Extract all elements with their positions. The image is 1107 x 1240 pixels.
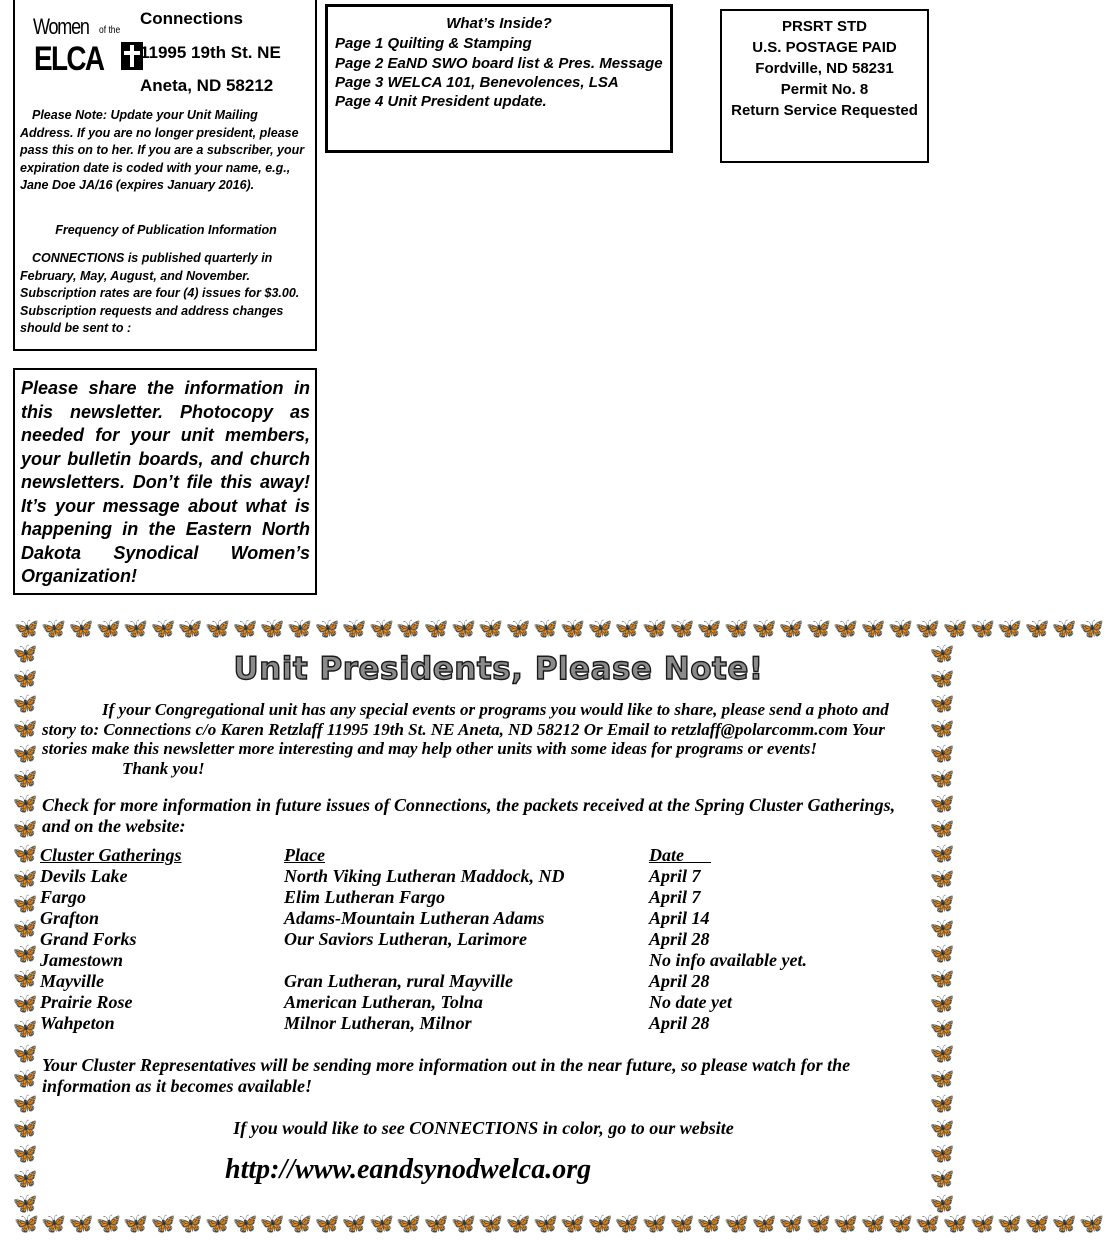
butterfly-icon: 🦋 (232, 618, 260, 640)
butterfly-icon: 🦋 (669, 618, 697, 640)
butterfly-icon: 🦋 (1079, 618, 1107, 640)
cell-cluster: Wahpeton (40, 1013, 115, 1033)
cell-date: No date yet (649, 992, 732, 1012)
table-header-row (40, 845, 849, 866)
butterfly-icon: 🦋 (778, 618, 807, 640)
check-more-paragraph: Check for more information in future issues of Connections, the packets received at the Spring Cluster Gatherings, and on the website: (42, 795, 896, 836)
butterfly-icon: 🦋 (95, 618, 124, 640)
contents-item: Page 2 EaND SWO board list & Pres. Message (335, 55, 663, 72)
butterfly-icon: 🦋 (642, 1213, 670, 1235)
butterfly-icon: 🦋 (929, 1068, 955, 1090)
whats-inside-title: What’s Inside? (446, 15, 552, 32)
butterfly-icon: 🦋 (1051, 1213, 1080, 1235)
cell-cluster: Jamestown (40, 950, 124, 970)
butterfly-icon: 🦋 (929, 943, 955, 965)
butterfly-icon: 🦋 (205, 1213, 233, 1235)
butterfly-icon: 🦋 (587, 618, 615, 640)
butterfly-icon: 🦋 (451, 618, 479, 640)
butterfly-icon: 🦋 (778, 1213, 807, 1235)
postage-line: Return Service Requested (731, 102, 918, 119)
butterfly-icon: 🦋 (696, 618, 725, 640)
butterfly-icon: 🦋 (888, 618, 916, 640)
butterfly-icon: 🦋 (68, 1213, 96, 1235)
table-row (40, 1013, 849, 1034)
butterfly-icon: 🦋 (12, 818, 38, 840)
butterfly-icon: 🦋 (12, 943, 38, 965)
butterfly-icon: 🦋 (505, 618, 533, 640)
butterfly-icon: 🦋 (929, 1193, 955, 1215)
intro-paragraph (42, 700, 925, 778)
butterfly-icon: 🦋 (12, 768, 38, 790)
butterfly-icon: 🦋 (12, 968, 38, 990)
butterfly-icon: 🦋 (123, 618, 151, 640)
butterfly-icon: 🦋 (860, 1213, 888, 1235)
butterfly-border-top (14, 619, 1107, 639)
butterfly-icon: 🦋 (12, 1143, 38, 1165)
butterfly-icon: 🦋 (41, 618, 69, 640)
col-header-date: Date (649, 845, 684, 865)
butterfly-icon: 🦋 (12, 1093, 38, 1115)
butterfly-icon: 🦋 (532, 618, 561, 640)
butterfly-icon: 🦋 (833, 618, 861, 640)
publication-name: Connections (140, 9, 243, 28)
butterfly-icon: 🦋 (929, 1168, 955, 1190)
butterfly-icon: 🦋 (287, 618, 315, 640)
address-street: 11995 19th St. NE (140, 43, 281, 62)
butterfly-icon: 🦋 (724, 1213, 752, 1235)
cell-place: Adams-Mountain Lutheran Adams (284, 908, 545, 928)
website-link[interactable]: http://www.eandsynodwelca.org (225, 1154, 592, 1185)
contents-item: Page 1 Quilting & Stamping (335, 35, 532, 52)
cell-place (284, 950, 649, 971)
butterfly-icon: 🦋 (150, 1213, 178, 1235)
cell-place: Milnor Lutheran, Milnor (284, 1013, 472, 1033)
butterfly-icon: 🦋 (341, 618, 370, 640)
butterfly-icon: 🦋 (14, 1213, 42, 1235)
butterfly-icon: 🦋 (929, 768, 955, 790)
butterfly-icon: 🦋 (205, 618, 233, 640)
women-of-elca-logo: Women of the ELCA (29, 12, 145, 78)
cell-place: Elim Lutheran Fargo (284, 887, 446, 907)
postage-line: U.S. POSTAGE PAID (752, 39, 897, 56)
cell-cluster: Prairie Rose (40, 992, 133, 1012)
butterfly-icon: 🦋 (614, 618, 643, 640)
butterfly-icon: 🦋 (123, 1213, 151, 1235)
butterfly-icon: 🦋 (314, 618, 342, 640)
butterfly-icon: 🦋 (68, 618, 96, 640)
butterfly-icon: 🦋 (451, 1213, 479, 1235)
butterfly-icon: 🦋 (12, 743, 38, 765)
butterfly-icon: 🦋 (560, 1213, 588, 1235)
butterfly-icon: 🦋 (14, 618, 42, 640)
butterfly-icon: 🦋 (751, 1213, 779, 1235)
butterfly-icon: 🦋 (12, 1043, 38, 1065)
cell-date: April 28 (649, 971, 710, 991)
butterfly-icon: 🦋 (314, 1213, 342, 1235)
butterfly-icon: 🦋 (696, 1213, 725, 1235)
butterfly-icon: 🦋 (669, 1213, 697, 1235)
butterfly-icon: 🦋 (177, 618, 206, 640)
butterfly-icon: 🦋 (12, 993, 38, 1015)
notice-title: Unit Presidents, Please Note! (233, 651, 764, 687)
butterfly-icon: 🦋 (12, 1193, 38, 1215)
butterfly-icon: 🦋 (929, 893, 955, 915)
cell-date: No info available yet. (649, 950, 807, 970)
butterfly-icon: 🦋 (396, 1213, 424, 1235)
butterfly-icon: 🦋 (642, 618, 670, 640)
butterfly-icon: 🦋 (929, 1143, 955, 1165)
butterfly-icon: 🦋 (287, 1213, 315, 1235)
mailing-info-box (13, 0, 317, 351)
cell-date: April 7 (649, 866, 701, 886)
butterfly-icon: 🦋 (929, 868, 955, 890)
butterfly-icon: 🦋 (369, 618, 397, 640)
postage-indicia (720, 9, 929, 163)
contents-item: Page 3 WELCA 101, Benevolences, LSA (335, 74, 619, 91)
butterfly-icon: 🦋 (929, 793, 955, 815)
butterfly-icon: 🦋 (12, 868, 38, 890)
postage-line: Permit No. 8 (780, 81, 869, 98)
cell-cluster: Mayville (40, 971, 104, 991)
cluster-rep-paragraph: Your Cluster Representatives will be sending more information out in the near future, so please watch for the information as it becomes available! (42, 1055, 851, 1096)
butterfly-icon: 🦋 (12, 668, 38, 690)
butterfly-icon: 🦋 (505, 1213, 533, 1235)
butterfly-icon: 🦋 (478, 618, 506, 640)
butterfly-icon: 🦋 (969, 618, 998, 640)
butterfly-icon: 🦋 (478, 1213, 506, 1235)
butterfly-icon: 🦋 (969, 1213, 998, 1235)
butterfly-icon: 🦋 (1024, 1213, 1052, 1235)
frequency-text: CONNECTIONS is published quarterly in February, May, August, and November. Subscription rates are four (4) issues for $3.00. Subscription requests and address changes should be sent to : (20, 251, 300, 335)
table-row (40, 950, 849, 971)
butterfly-icon: 🦋 (12, 1168, 38, 1190)
cell-cluster: Grand Forks (40, 929, 137, 949)
butterfly-icon: 🦋 (259, 618, 288, 640)
butterfly-icon: 🦋 (888, 1213, 916, 1235)
postage-line: PRSRT STD (781, 18, 867, 35)
table-row (40, 929, 849, 950)
butterfly-icon: 🦋 (95, 1213, 124, 1235)
butterfly-icon: 🦋 (12, 643, 38, 665)
share-info-box (13, 368, 317, 595)
col-header-place: Place (284, 845, 325, 865)
butterfly-icon: 🦋 (929, 993, 955, 1015)
update-address-note: Please Note: Update your Unit Mailing Address. If you are no longer president, please pass this on to her. If you are a subscriber, your expiration date is coded with your name, e.g., Jane Doe JA/16 (expires January 2016). (20, 108, 305, 192)
butterfly-icon: 🦋 (423, 1213, 451, 1235)
butterfly-icon: 🦋 (833, 1213, 861, 1235)
butterfly-icon: 🦋 (560, 618, 588, 640)
cell-place: Gran Lutheran, rural Mayville (284, 971, 514, 991)
butterfly-icon: 🦋 (41, 1213, 69, 1235)
butterfly-icon: 🦋 (929, 918, 955, 940)
cell-cluster: Grafton (40, 908, 100, 928)
butterfly-icon: 🦋 (150, 618, 178, 640)
butterfly-icon: 🦋 (942, 618, 970, 640)
butterfly-icon: 🦋 (929, 1118, 955, 1140)
butterfly-icon: 🦋 (423, 618, 451, 640)
color-version-note: If you would like to see CONNECTIONS in color, go to our website (233, 1118, 734, 1138)
intro-text: If your Congregational unit has any special events or programs you would like to share, please send a photo and story to: Connections c/o Karen Retzlaff 11995 19th St. NE Aneta, ND 58212 Or Email to retzlaff@polarcomm.com Your stories make this newsletter more interesting and may help other units with some ideas for programs or events! (42, 700, 889, 758)
butterfly-icon: 🦋 (724, 618, 752, 640)
butterfly-icon: 🦋 (806, 618, 834, 640)
butterfly-icon: 🦋 (369, 1213, 397, 1235)
butterfly-icon: 🦋 (929, 968, 955, 990)
table-row (40, 866, 849, 887)
butterfly-icon: 🦋 (929, 743, 955, 765)
butterfly-icon: 🦋 (929, 693, 955, 715)
share-message: Please share the information in this newsletter. Photocopy as needed for your unit members, your bulletin boards, and church newsletters. Don’t file this away! It’s your message about what is happening in the Eastern North Dakota Synodical Women’s Organization! (21, 378, 310, 586)
whats-inside-box (325, 4, 673, 153)
butterfly-icon: 🦋 (12, 893, 38, 915)
frequency-heading: Frequency of Publication Information (55, 223, 277, 237)
butterfly-icon: 🦋 (12, 843, 38, 865)
butterfly-icon: 🦋 (396, 618, 424, 640)
contents-item: Page 4 Unit President update. (335, 93, 547, 110)
butterfly-icon: 🦋 (532, 1213, 561, 1235)
butterfly-icon: 🦋 (587, 1213, 615, 1235)
butterfly-icon: 🦋 (929, 818, 955, 840)
butterfly-icon: 🦋 (12, 918, 38, 940)
butterfly-icon: 🦋 (915, 1213, 943, 1235)
cell-date: April 7 (649, 887, 701, 907)
butterfly-icon: 🦋 (1079, 1213, 1107, 1235)
cell-place: American Lutheran, Tolna (284, 992, 483, 1012)
butterfly-icon: 🦋 (12, 1018, 38, 1040)
butterfly-icon: 🦋 (929, 1043, 955, 1065)
cluster-gatherings-table (40, 845, 849, 1034)
butterfly-icon: 🦋 (929, 718, 955, 740)
cell-place: North Viking Lutheran Maddock, ND (284, 866, 565, 886)
cell-cluster: Devils Lake (40, 866, 128, 886)
butterfly-icon: 🦋 (614, 1213, 643, 1235)
butterfly-icon: 🦋 (860, 618, 888, 640)
butterfly-icon: 🦋 (997, 618, 1025, 640)
cell-date: April 28 (649, 929, 710, 949)
cell-date: April 14 (649, 908, 710, 928)
butterfly-icon: 🦋 (997, 1213, 1025, 1235)
butterfly-icon: 🦋 (806, 1213, 834, 1235)
butterfly-icon: 🦋 (929, 1018, 955, 1040)
butterfly-icon: 🦋 (177, 1213, 206, 1235)
butterfly-icon: 🦋 (929, 643, 955, 665)
butterfly-icon: 🦋 (929, 668, 955, 690)
cell-date: April 28 (649, 1013, 710, 1033)
butterfly-icon: 🦋 (12, 1068, 38, 1090)
butterfly-border-bottom (14, 1214, 1107, 1234)
postage-line: Fordville, ND 58231 (755, 60, 894, 77)
butterfly-icon: 🦋 (12, 793, 38, 815)
address-city: Aneta, ND 58212 (140, 76, 274, 95)
butterfly-icon: 🦋 (751, 618, 779, 640)
butterfly-icon: 🦋 (915, 618, 943, 640)
cell-place: Our Saviors Lutheran, Larimore (284, 929, 528, 949)
butterfly-icon: 🦋 (942, 1213, 970, 1235)
butterfly-icon: 🦋 (12, 718, 38, 740)
butterfly-icon: 🦋 (12, 1118, 38, 1140)
thank-you-text: Thank you! (122, 758, 205, 778)
table-row (40, 887, 849, 908)
butterfly-icon: 🦋 (341, 1213, 370, 1235)
butterfly-icon: 🦋 (1024, 618, 1052, 640)
butterfly-icon: 🦋 (929, 1093, 955, 1115)
col-header-cluster: Cluster Gatherings (40, 845, 182, 865)
butterfly-icon: 🦋 (929, 843, 955, 865)
butterfly-icon: 🦋 (232, 1213, 260, 1235)
butterfly-icon: 🦋 (12, 693, 38, 715)
table-row (40, 971, 849, 992)
butterfly-icon: 🦋 (1051, 618, 1080, 640)
cell-cluster: Fargo (40, 887, 87, 907)
butterfly-icon: 🦋 (259, 1213, 288, 1235)
table-row (40, 992, 849, 1013)
table-row (40, 908, 849, 929)
